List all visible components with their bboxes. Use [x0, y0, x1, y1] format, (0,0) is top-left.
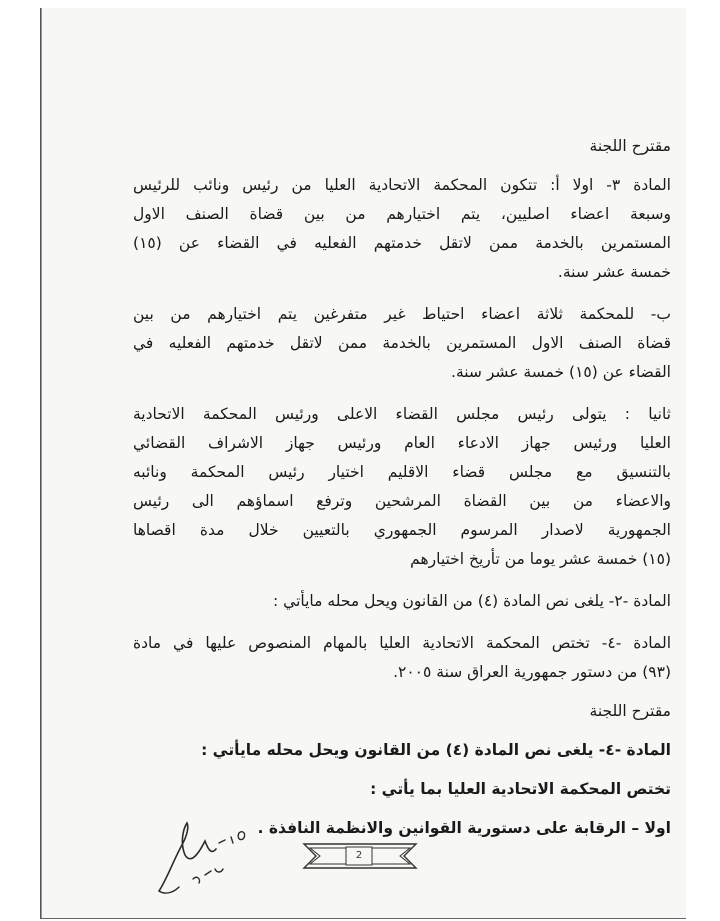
article-4-repeal-line: المادة -٤- يلغى نص المادة (٤) من القانون ويحل محله مايأتي : [201, 741, 671, 759]
first-item-line: اولا – الرقابة على دستورية القوانين والانظمة النافذة . [257, 819, 671, 837]
page-number [300, 840, 420, 872]
article-2-line: المادة -٢- يلغى نص المادة (٤) من القانون ويحل محله مايأتي : [273, 592, 671, 610]
paragraph-second-line: بالتنسيق مع مجلس قضاء الاقليم اختيار رئيس المحكمة ونائبه [133, 463, 671, 481]
paragraph-second-line: الجمهورية لاصدار المرسوم الجمهوري بالتعيين خلال مدة اقصاها [133, 521, 671, 539]
article-3-line: المادة ٣- اولا أ: تتكون المحكمة الاتحادية العليا من رئيس ونائب للرئيس [133, 176, 671, 194]
paragraph-b-line: ب- للمحكمة ثلاثة اعضاء احتياط غير متفرغين يتم اختيارهم من بين [133, 305, 671, 323]
paragraph-second-line: والاعضاء من بين القضاة المرشحين وترفع اسماؤهم الى رئيس [133, 492, 671, 510]
paragraph-second-line: (١٥) خمسة عشر يوما من تأريخ اختيارهم [410, 550, 671, 568]
paragraph-b-line: القضاء عن (١٥) خمسة عشر سنة. [451, 363, 671, 381]
article-3-line: وسبعة اعضاء اصليين، يتم اختيارهم من بين قضاة الصنف الاول [133, 205, 671, 223]
handwritten-signature [153, 803, 263, 903]
page-edge [41, 8, 42, 918]
paragraph-second-line: ثانيا : يتولى رئيس مجلس القضاء الاعلى ورئيس المحكمة الاتحادية [133, 405, 671, 423]
paragraph-b-line: قضاة الصنف الاول المستمرين بالخدمة ممن لاتقل خدمتهم الفعليه في [133, 334, 671, 352]
article-3-line: خمسة عشر سنة. [557, 263, 671, 281]
paragraph-second-line: العليا ورئيس جهاز الادعاء العام ورئيس جهاز الاشراف القضائي [133, 434, 671, 452]
committee-proposal-heading-2: مقترح اللجنة [589, 702, 671, 720]
page-number-text: 2 [355, 850, 363, 861]
article-3-line: المستمرين بالخدمة ممن لاتقل خدمتهم الفعليه في القضاء عن (١٥) [133, 234, 671, 252]
article-4-line: المادة -٤- تختص المحكمة الاتحادية العليا بالمهام المنصوص عليها في مادة [133, 634, 671, 652]
article-4-line: (٩٣) من دستور جمهورية العراق سنة ٢٠٠٥. [393, 663, 671, 681]
document-body [133, 132, 671, 843]
jurisdiction-intro: تختص المحكمة الاتحادية العليا بما يأتي : [370, 780, 671, 798]
committee-proposal-heading: مقترح اللجنة [589, 137, 671, 155]
document-page [40, 8, 686, 919]
